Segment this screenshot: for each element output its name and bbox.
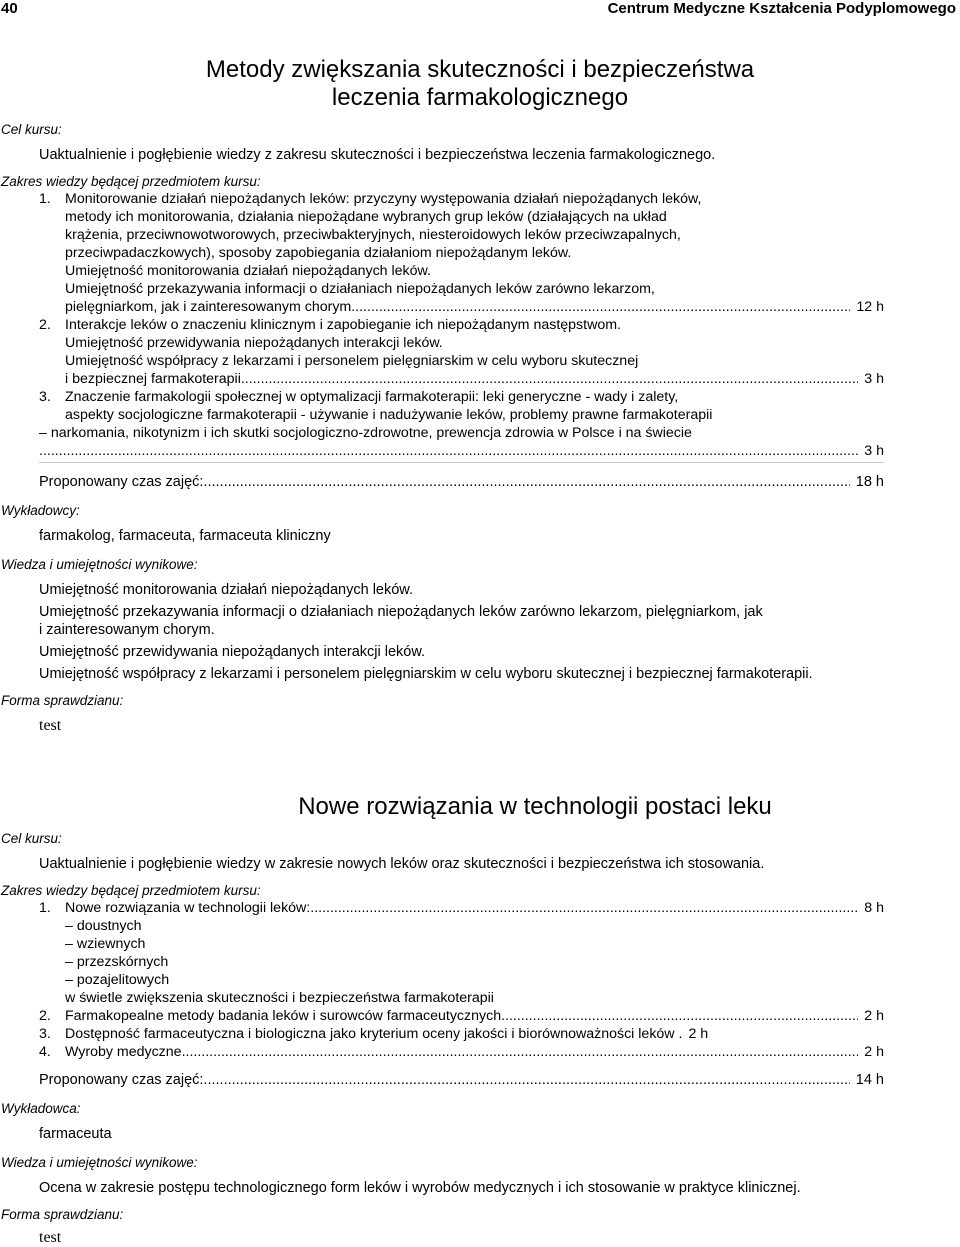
course-1-item-1-hours: 12 h <box>856 299 884 315</box>
course-1-item-3: 3. Znaczenie farmakologii społecznej w optymalizacji farmakoterapii: leki generyczne - wady i zalety, aspekty socjologiczne farmakoterapii - używanie i nadużywanie leków, problemy prawne farmakoterapii – narkomania, nikotynizm i ich skutki socjologiczno-zdrowotne, prewencja zdrowia w Polsce i na świecie ..... 3 h <box>39 388 884 460</box>
course-1-item-2: 2. Interakcje leków o znaczeniu klinicznym i zapobieganie ich niepożądanym następstwom. Umiejętność przewidywania niepożądanych interakcji leków. Umiejętność współpracy z lekarzami i personelem pielęgniarskim w celu wyboru skutecznej i bezpiecznej farmakoterapii ..... 3 h <box>39 316 884 388</box>
course-2-exam: test <box>39 1229 62 1246</box>
course-2-item-3-hours: 2 h <box>688 1026 709 1042</box>
course-2-lecturers-label: Wykładowca: <box>1 1101 81 1116</box>
course-2-total: Proponowany czas zajęć: ..... 14 h <box>39 1071 884 1089</box>
course-2-total-hours: 14 h <box>855 1072 884 1088</box>
course-1-skills: Umiejętność monitorowania działań niepożądanych leków. Umiejętność przekazywania informacji o działaniach niepożądanych leków zarówno lekarzom, pielęgniarkom, jak i zainteresowanym chorym. Umiejętność przewidywania niepożądanych interakcji leków. Umiejętność współpracy z lekarzami i personelem pielęgniarskim w celu wyboru skutecznej i bezpiecznej farmakoterapii. <box>39 582 813 682</box>
course-1-item-1: 1. Monitorowanie działań niepożądanych leków: przyczyny występowania działań niepożądanych leków, metody ich monitorowania, działania niepożądane wybranych grup leków (działających na układ krążenia, przeciwnowotworowych, przeciwbakteryjnych, niesteroidowych leków przeciwzapalnych, przeciwpadaczkowych), sposoby zapobiegania działaniom niepożądanym leków. Umiejętność monitorowania działań niepożądanych leków. Umiejętność przekazywania informacji o działaniach niepożądanych leków zarówno lekarzom, pielęgniarkom, jak i zainteresowanym chorym ..... 12 h <box>39 190 884 316</box>
course-1-lecturers: farmakolog, farmaceuta, farmaceuta kliniczny <box>39 528 331 544</box>
course-1-item-1-hours-line: pielęgniarkom, jak i zainteresowanym chorym ..... 12 h <box>65 298 884 316</box>
header-organization: Centrum Medyczne Kształcenia Podyplomowego <box>607 0 956 17</box>
course-2-item-1-hours: 8 h <box>864 900 884 916</box>
course-2-item-4-hours: 2 h <box>864 1044 884 1060</box>
divider <box>39 462 884 463</box>
course-2-lecturers: farmaceuta <box>39 1126 112 1142</box>
course-1-goal-text: Uaktualnienie i pogłębienie wiedzy z zakresu skuteczności i bezpieczeństwa leczenia farmakologicznego. <box>39 147 716 163</box>
course-2-skills: Ocena w zakresie postępu technologicznego form leków i wyrobów medycznych i ich stosowanie w praktyce klinicznej. <box>39 1180 801 1196</box>
course-1-skills-label: Wiedza i umiejętności wynikowe: <box>1 557 198 572</box>
course-1-total-hours: 18 h <box>855 474 884 490</box>
course-1-title: Metody zwiększania skuteczności i bezpieczeństwa leczenia farmakologicznego <box>205 56 755 111</box>
course-1 <box>0 56 960 735</box>
course-1-scope-label: Zakres wiedzy będącej przedmiotem kursu: <box>1 174 261 189</box>
course-2-item-4: 4. Wyroby medyczne ..... 2 h <box>39 1043 884 1061</box>
course-1-exam-label: Forma sprawdzianu: <box>1 693 124 708</box>
course-2-skills-label: Wiedza i umiejętności wynikowe: <box>1 1155 198 1170</box>
course-2-goal-label: Cel kursu: <box>1 831 62 846</box>
course-2-item-1: 1. Nowe rozwiązania w technologii leków: ..... 8 h – doustnych – wziewnych – przezskórnych – pozajelitowych w świetle zwiększenia skuteczności i bezpieczeństwa farmakoterapii <box>39 899 884 1007</box>
course-1-item-3-hours-line <box>39 442 884 460</box>
course-1-total: Proponowany czas zajęć: ..... 18 h <box>39 473 884 491</box>
course-1-item-2-hours-line: i bezpiecznej farmakoterapii ..... 3 h <box>65 370 884 388</box>
course-2-item-2-hours: 2 h <box>864 1008 884 1024</box>
course-1-exam: test <box>39 717 62 734</box>
course-2-item-2: 2. Farmakopealne metody badania leków i surowców farmaceutycznych ..... 2 h <box>39 1007 884 1025</box>
course-2-scope-label: Zakres wiedzy będącej przedmiotem kursu: <box>1 883 261 898</box>
course-2-goal-text: Uaktualnienie i pogłębienie wiedzy w zakresie nowych leków oraz skuteczności i bezpieczeństwa ich stosowania. <box>39 856 765 872</box>
course-1-goal-label: Cel kursu: <box>1 122 62 137</box>
page-number: 40 <box>1 0 18 17</box>
course-2-scope-list <box>0 899 960 1061</box>
page-header <box>0 0 960 18</box>
course-2 <box>0 793 960 1247</box>
course-1-lecturers-label: Wykładowcy: <box>1 503 80 518</box>
course-2-item-3: 3. Dostępność farmaceutyczna i biologiczna jako kryterium oceny jakości i biorównoważności leków . 2 h <box>39 1026 709 1042</box>
course-1-scope-list <box>0 190 960 460</box>
course-2-title: Nowe rozwiązania w technologii postaci leku <box>298 793 772 820</box>
course-1-item-2-hours: 3 h <box>864 371 884 387</box>
course-1-item-3-hours: 3 h <box>864 443 884 459</box>
course-2-exam-label: Forma sprawdzianu: <box>1 1207 124 1222</box>
